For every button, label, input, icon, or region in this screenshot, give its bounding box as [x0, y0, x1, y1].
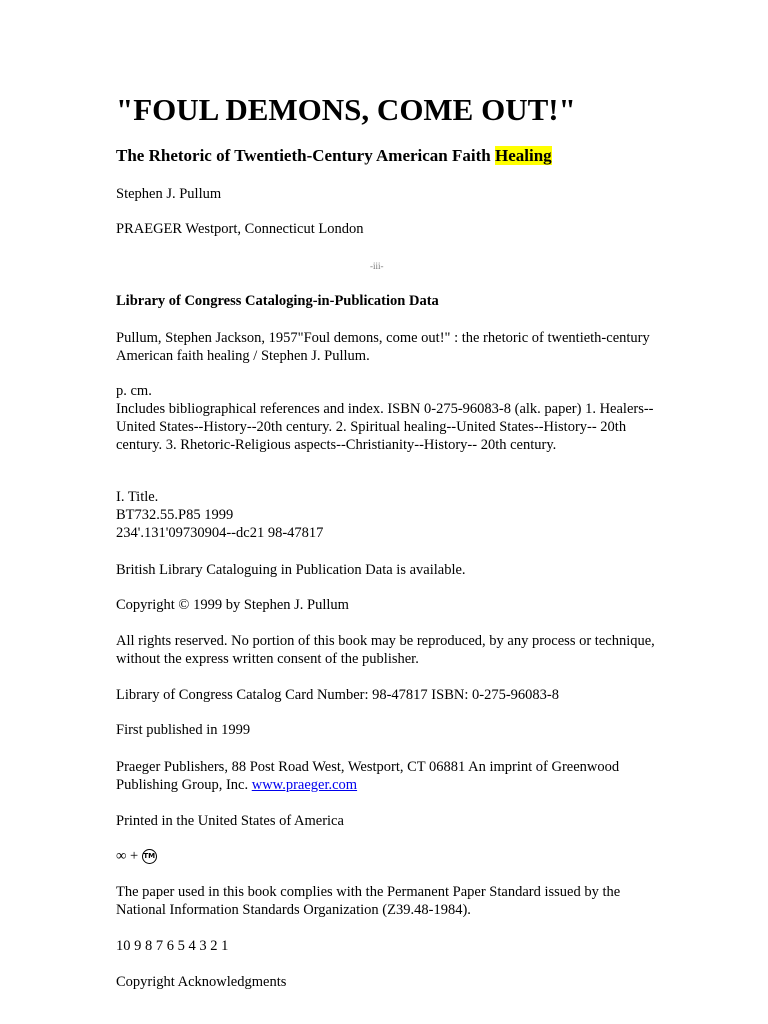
paper-notice: The paper used in this book complies with the Permanent Paper Standard issued by the National Information Standards Organization (Z39.48-1984).	[116, 884, 621, 918]
publisher-address	[116, 758, 656, 794]
cip-dewey: 234'.131'09730904--dc21 98-47817	[116, 525, 324, 541]
trademark-circle-icon: TM	[142, 849, 157, 864]
publisher-address-text: Praeger Publishers, 88 Post Road West, Westport, CT 06881 An imprint of Greenwood Publishing Group, Inc.	[116, 759, 620, 793]
copyright-line: Copyright © 1999 by Stephen J. Pullum	[116, 597, 349, 613]
printed-in: Printed in the United States of America	[116, 813, 344, 829]
rights-notice: All rights reserved. No portion of this book may be reproduced, by any process or technique, without the express written consent of the publisher.	[116, 633, 655, 667]
subtitle-text: The Rhetoric of Twentieth-Century American Faith	[116, 146, 495, 165]
paper-symbols	[116, 847, 656, 865]
first-published: First published in 1999	[116, 722, 251, 738]
cip-subjects: Includes bibliographical references and index. ISBN 0-275-96083-8 (alk. paper) 1. Healers--United States--History--20th century. 2. Spiritual healing--United States--History-- 20th century. 3. Rhetoric-Religious aspects--Christianity--History-- 20th century.	[116, 401, 654, 453]
printing-line: 10 9 8 7 6 5 4 3 2 1	[116, 938, 229, 954]
book-subtitle	[116, 145, 552, 167]
british-library-note: British Library Cataloguing in Publication Data is available.	[116, 562, 466, 578]
publisher-line: PRAEGER Westport, Connecticut London	[116, 221, 364, 237]
cip-title: I. Title.	[116, 489, 159, 505]
cip-entry: Pullum, Stephen Jackson, 1957"Foul demons, come out!" : the rhetoric of twentieth-century American faith healing / Stephen J. Pullum.	[116, 330, 650, 364]
loc-card-number: Library of Congress Catalog Card Number: 98-47817 ISBN: 0-275-96083-8	[116, 687, 559, 703]
infinity-symbol: ∞ +	[116, 848, 142, 864]
author: Stephen J. Pullum	[116, 186, 222, 202]
page-number: -iii-	[370, 261, 384, 271]
publisher-website-link[interactable]: www.praeger.com	[251, 777, 358, 793]
cip-heading: Library of Congress Cataloging-in-Publication Data	[116, 293, 439, 309]
cip-pcm: p. cm.	[116, 383, 152, 399]
copyright-acknowledgments: Copyright Acknowledgments	[116, 974, 287, 990]
cip-call-number: BT732.55.P85 1999	[116, 507, 234, 523]
book-title: "FOUL DEMONS, COME OUT!"	[116, 92, 576, 127]
search-highlight: Healing	[494, 146, 552, 165]
